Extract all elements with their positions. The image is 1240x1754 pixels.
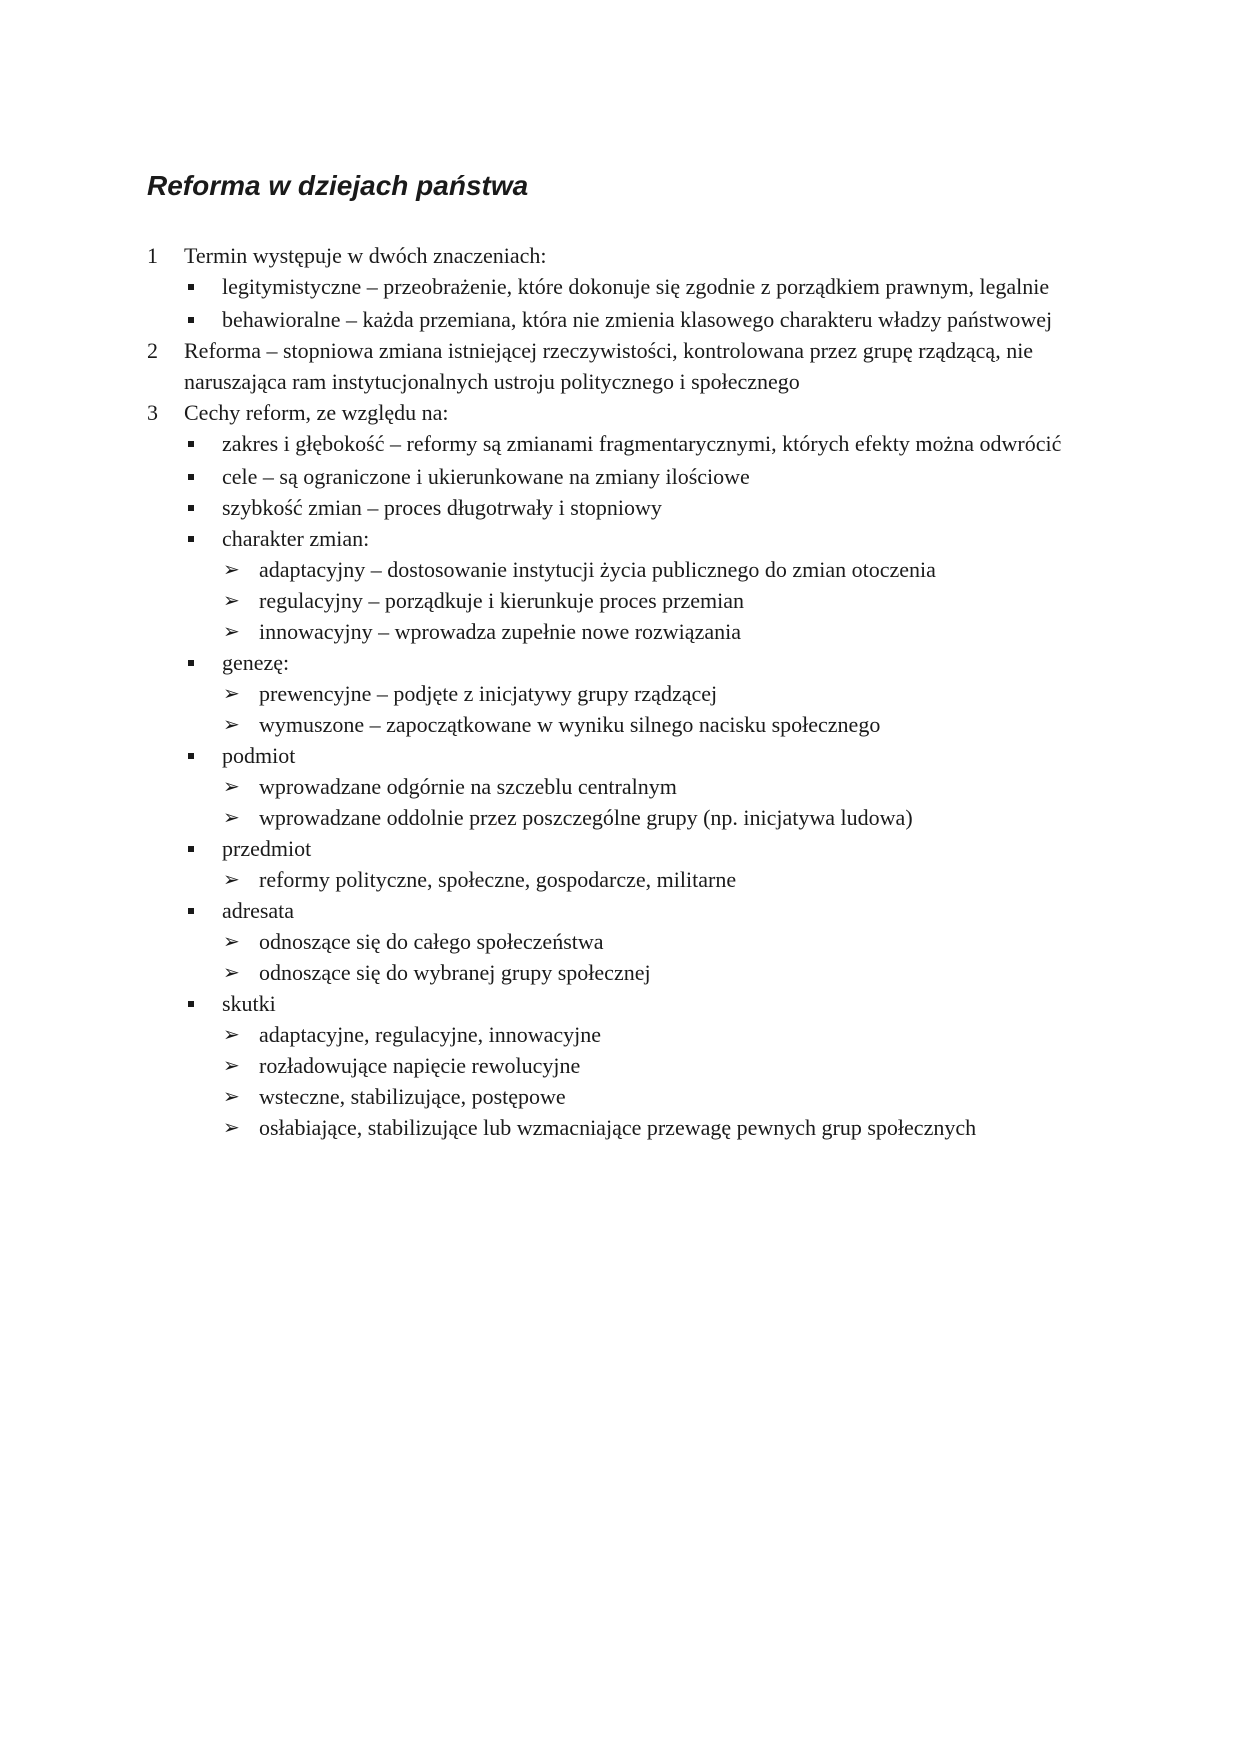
arrow-item	[147, 1019, 1097, 1050]
arrow-bullet-icon: ➢	[223, 774, 240, 798]
bullet-text: skutki	[222, 991, 276, 1016]
item-number: 1	[147, 243, 158, 268]
item-text: Termin występuje w dwóch znaczeniach:	[184, 243, 547, 268]
square-bullet-icon	[188, 753, 194, 759]
bullet-text: adresata	[222, 898, 295, 923]
arrow-item	[147, 864, 1097, 895]
bullet-text: przedmiot	[222, 836, 312, 861]
bullet-item	[147, 271, 1097, 302]
arrow-bullet-icon: ➢	[223, 712, 240, 736]
bullet-item	[147, 988, 1097, 1019]
bullet-item	[147, 895, 1097, 926]
arrow-bullet-icon: ➢	[223, 588, 240, 612]
bullet-text: cele – są ograniczone i ukierunkowane na zmiany ilościowe	[222, 464, 750, 489]
arrow-text: rozładowujące napięcie rewolucyjne	[259, 1053, 581, 1078]
arrow-bullet-icon: ➢	[223, 867, 240, 891]
arrow-item	[147, 926, 1097, 957]
bullet-text: behawioralne – każda przemiana, która nie zmienia klasowego charakteru władzy państwowej	[222, 307, 1053, 332]
arrow-bullet-icon: ➢	[223, 1022, 240, 1046]
arrow-item	[147, 678, 1097, 709]
bullet-item	[147, 428, 1097, 459]
square-bullet-icon	[188, 284, 194, 290]
square-bullet-icon	[188, 536, 194, 542]
square-bullet-icon	[188, 505, 194, 511]
numbered-item	[147, 335, 1097, 397]
arrow-bullet-icon: ➢	[223, 960, 240, 984]
item-number: 3	[147, 400, 158, 425]
arrow-item	[147, 1050, 1097, 1081]
bullet-text: zakres i głębokość – reformy są zmianami fragmentarycznymi, których efekty można odwrócić	[222, 431, 1062, 456]
arrow-bullet-icon: ➢	[223, 619, 240, 643]
numbered-item	[147, 240, 1097, 271]
arrow-item	[147, 709, 1097, 740]
square-bullet-icon	[188, 1001, 194, 1007]
arrow-text: wprowadzane oddolnie przez poszczególne grupy (np. inicjatywa ludowa)	[259, 805, 913, 830]
item-number: 2	[147, 338, 158, 363]
arrow-item	[147, 802, 1097, 833]
square-bullet-icon	[188, 474, 194, 480]
bullet-item	[147, 833, 1097, 864]
arrow-text: prewencyjne – podjęte z inicjatywy grupy rządzącej	[259, 681, 718, 706]
arrow-item	[147, 771, 1097, 802]
arrow-text: odnoszące się do wybranej grupy społecznej	[259, 960, 651, 985]
bullet-item	[147, 647, 1097, 678]
arrow-item	[147, 585, 1097, 616]
bullet-item	[147, 304, 1097, 335]
arrow-bullet-icon: ➢	[223, 805, 240, 829]
bullet-text: legitymistyczne – przeobrażenie, które dokonuje się zgodnie z porządkiem prawnym, legalnie	[222, 274, 1050, 299]
arrow-text: wymuszone – zapoczątkowane w wyniku silnego nacisku społecznego	[259, 712, 881, 737]
numbered-item	[147, 397, 1097, 428]
document-body	[147, 240, 1097, 1143]
arrow-text: reformy polityczne, społeczne, gospodarcze, militarne	[259, 867, 737, 892]
square-bullet-icon	[188, 317, 194, 323]
arrow-text: osłabiające, stabilizujące lub wzmacniające przewagę pewnych grup społecznych	[259, 1115, 977, 1140]
arrow-item	[147, 957, 1097, 988]
arrow-bullet-icon: ➢	[223, 557, 240, 581]
arrow-item	[147, 616, 1097, 647]
arrow-text: innowacyjny – wprowadza zupełnie nowe rozwiązania	[259, 619, 741, 644]
arrow-bullet-icon: ➢	[223, 681, 240, 705]
arrow-bullet-icon: ➢	[223, 929, 240, 953]
square-bullet-icon	[188, 441, 194, 447]
arrow-bullet-icon: ➢	[223, 1115, 240, 1139]
item-text: Reforma – stopniowa zmiana istniejącej rzeczywistości, kontrolowana przez grupę rządzącą, nie naruszająca ram instytucjonalnych ustroju politycznego i społecznego	[184, 338, 1034, 394]
bullet-item	[147, 461, 1097, 492]
square-bullet-icon	[188, 846, 194, 852]
arrow-item	[147, 1112, 1097, 1143]
arrow-text: odnoszące się do całego społeczeństwa	[259, 929, 604, 954]
bullet-text: genezę:	[222, 650, 290, 675]
bullet-text: charakter zmian:	[222, 526, 370, 551]
item-text: Cechy reform, ze względu na:	[184, 400, 449, 425]
arrow-item	[147, 1081, 1097, 1112]
bullet-item	[147, 740, 1097, 771]
bullet-text: podmiot	[222, 743, 296, 768]
square-bullet-icon	[188, 660, 194, 666]
arrow-item	[147, 554, 1097, 585]
arrow-text: wprowadzane odgórnie na szczeblu centralnym	[259, 774, 677, 799]
page-title: Reforma w dziejach państwa	[147, 170, 529, 201]
bullet-text: szybkość zmian – proces długotrwały i stopniowy	[222, 495, 662, 520]
arrow-text: adaptacyjne, regulacyjne, innowacyjne	[259, 1022, 602, 1047]
arrow-bullet-icon: ➢	[223, 1053, 240, 1077]
arrow-text: regulacyjny – porządkuje i kierunkuje proces przemian	[259, 588, 745, 613]
bullet-item	[147, 492, 1097, 523]
arrow-bullet-icon: ➢	[223, 1084, 240, 1108]
arrow-text: wsteczne, stabilizujące, postępowe	[259, 1084, 566, 1109]
arrow-text: adaptacyjny – dostosowanie instytucji życia publicznego do zmian otoczenia	[259, 557, 936, 582]
bullet-item	[147, 523, 1097, 554]
square-bullet-icon	[188, 908, 194, 914]
